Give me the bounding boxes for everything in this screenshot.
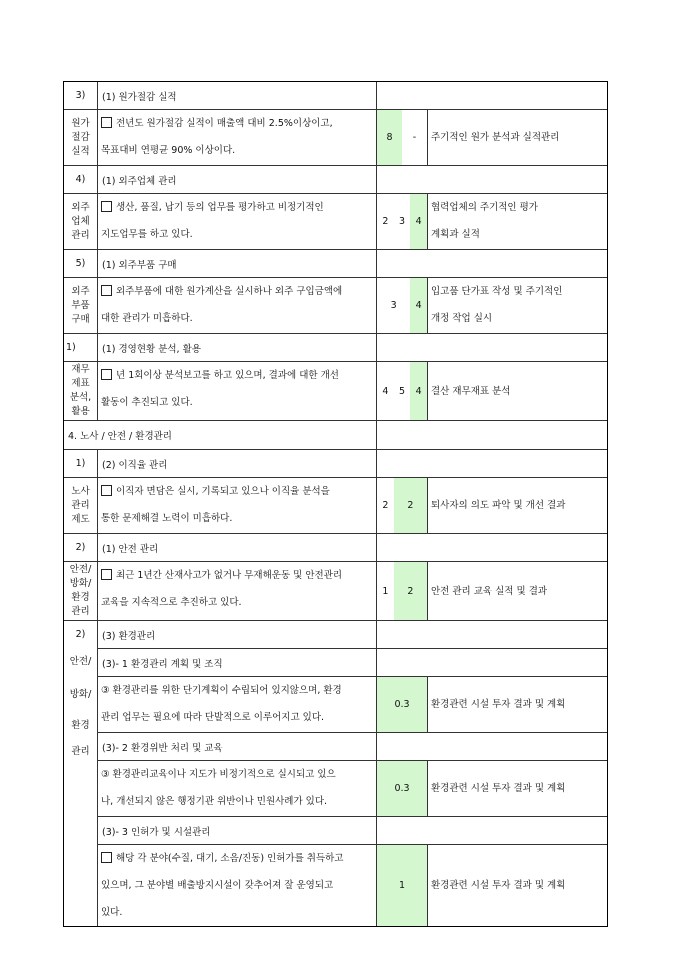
sub-item-title: (3)- 3 인허가 및 시설관리 bbox=[98, 817, 377, 844]
score-cells bbox=[377, 478, 428, 533]
section-header-row bbox=[64, 420, 607, 449]
evidence-note bbox=[428, 194, 583, 249]
category-text: 안전/ 방화/ 환경 관리 bbox=[69, 564, 92, 617]
item-number: 4) bbox=[64, 166, 98, 193]
environment-block bbox=[64, 620, 607, 926]
checkbox[interactable] bbox=[101, 285, 112, 296]
item-title: (2) 이직율 관리 bbox=[98, 450, 377, 477]
item-number: 2) bbox=[64, 534, 98, 561]
category-text: 방화/ bbox=[69, 689, 92, 700]
table-row bbox=[64, 361, 607, 420]
score-value: 4 bbox=[382, 385, 389, 397]
criteria-line: 생산, 품질, 납기 등의 업무를 평가하고 비정기적인 bbox=[116, 202, 324, 213]
criteria-description bbox=[98, 110, 377, 165]
criteria-line: 외주부품에 대한 원가계산을 실시하나 외주 구입금액에 bbox=[116, 286, 343, 297]
criteria-line: 이직자 면담은 실시, 기록되고 있으나 이직율 분석을 bbox=[116, 486, 330, 497]
score-value: 1 bbox=[382, 585, 389, 597]
category-text: 노사 관리 제도 bbox=[71, 485, 90, 525]
evidence-note: 환경관련 시설 투자 결과 및 계획 bbox=[431, 699, 566, 710]
score-value: 0.3 bbox=[377, 677, 427, 732]
category-text: 환경 bbox=[71, 720, 90, 731]
item-number: 3) bbox=[64, 82, 98, 109]
category-label bbox=[64, 621, 98, 926]
table-row bbox=[64, 477, 607, 533]
environment-items bbox=[98, 621, 607, 926]
category-text: 안전/ bbox=[69, 656, 92, 667]
category-text: 재무 제표 분석, 활용 bbox=[69, 364, 92, 417]
table-row bbox=[64, 449, 607, 477]
criteria-line: 전년도 원가절감 실적이 매출액 대비 2.5%이상이고, bbox=[116, 118, 333, 129]
score-cells bbox=[377, 278, 428, 333]
criteria-line: 있으며, 그 분야별 배출방지시설이 갖추어져 잘 운영되고 bbox=[101, 880, 334, 891]
criteria-line: 통한 문제해결 노력이 미흡하다. bbox=[101, 513, 233, 524]
score-value: 4 bbox=[410, 362, 427, 420]
score-cells bbox=[377, 761, 428, 816]
note-line: 협력업체의 주기적인 평가 bbox=[431, 202, 538, 213]
item-title: (3) 환경관리 bbox=[98, 621, 377, 648]
item-title: (1) 외주부품 구매 bbox=[98, 250, 377, 277]
table-row bbox=[98, 844, 607, 926]
score-cells bbox=[377, 562, 428, 620]
checkbox[interactable] bbox=[101, 485, 112, 496]
checkbox[interactable] bbox=[101, 117, 112, 128]
criteria-description bbox=[98, 761, 377, 816]
evidence-note: 주기적인 원가 분석과 실적관리 bbox=[431, 132, 560, 143]
category-label bbox=[64, 194, 98, 249]
score-value: 4 bbox=[410, 194, 427, 249]
score-value: 2 bbox=[382, 500, 389, 511]
criteria-line: 목표대비 연평균 90% 이상이다. bbox=[101, 145, 236, 156]
category-text: 외주 업체 관리 bbox=[71, 201, 90, 241]
table-row bbox=[64, 82, 607, 109]
checkbox[interactable] bbox=[101, 369, 112, 380]
criteria-line: 해당 각 분야(수질, 대기, 소음/진동) 인허가를 취득하고 bbox=[116, 853, 344, 864]
criteria-description bbox=[98, 562, 377, 620]
criteria-line: 최근 1년간 산재사고가 없거나 무재해운동 및 안전관리 bbox=[116, 570, 343, 581]
table-row bbox=[64, 109, 607, 165]
score-value: 2 bbox=[382, 216, 389, 227]
note-line: 개정 작업 실시 bbox=[431, 313, 493, 324]
category-text: 원가 절감 실적 bbox=[71, 117, 90, 157]
criteria-description bbox=[98, 478, 377, 533]
score-cells bbox=[377, 845, 428, 926]
category-label bbox=[64, 278, 98, 333]
checkbox[interactable] bbox=[101, 201, 112, 212]
score-value: 4 bbox=[410, 278, 427, 333]
score-cells bbox=[377, 194, 428, 249]
evidence-note: 환경관련 시설 투자 결과 및 계획 bbox=[431, 880, 566, 891]
criteria-line: 있다. bbox=[101, 907, 123, 918]
checkbox[interactable] bbox=[101, 852, 112, 863]
item-title: (1) 원가절감 실적 bbox=[98, 82, 377, 109]
table-row bbox=[64, 193, 607, 249]
evidence-note: 환경관련 시설 투자 결과 및 계획 bbox=[431, 783, 566, 794]
score-value: 3 bbox=[390, 300, 397, 311]
score-value: 8 bbox=[377, 110, 402, 165]
criteria-line: 관리 업무는 필요에 따라 단발적으로 이루어지고 있다. bbox=[101, 712, 325, 723]
score-cells bbox=[377, 677, 428, 732]
score-value: 1 bbox=[377, 845, 427, 926]
table-row bbox=[98, 760, 607, 816]
evidence-note: 퇴사자의 의도 파악 및 개선 결과 bbox=[431, 500, 566, 511]
item-number: 1) bbox=[64, 334, 98, 361]
sub-item-title: (3)- 2 환경위반 처리 및 교육 bbox=[98, 733, 377, 760]
criteria-line: 나, 개선되지 않은 행정기관 위반이나 민원사례가 있다. bbox=[101, 796, 328, 807]
criteria-description bbox=[98, 194, 377, 249]
note-line: 계획과 실적 bbox=[431, 229, 480, 240]
category-text: 외주 부품 구매 bbox=[71, 285, 90, 325]
table-row bbox=[64, 333, 607, 361]
item-number: 1) bbox=[64, 450, 98, 477]
table-row bbox=[64, 561, 607, 620]
item-number: 2) bbox=[75, 629, 86, 640]
score-value: 2 bbox=[394, 478, 427, 533]
category-label bbox=[64, 562, 98, 620]
item-title: (1) 외주업체 관리 bbox=[98, 166, 377, 193]
evidence-note bbox=[428, 278, 583, 333]
score-cells bbox=[377, 110, 428, 165]
table-row bbox=[64, 533, 607, 561]
section-title: 4. 노사 / 안전 / 환경관리 bbox=[64, 421, 377, 449]
table-row bbox=[98, 676, 607, 732]
criteria-line: 대한 관리가 미흡하다. bbox=[101, 313, 193, 324]
evidence-note: 안전 관리 교육 실적 및 결과 bbox=[431, 585, 548, 597]
item-title: (1) 경영현황 분석, 활용 bbox=[98, 334, 377, 361]
table-row bbox=[64, 277, 607, 333]
category-label bbox=[64, 110, 98, 165]
score-value: - bbox=[412, 132, 417, 143]
score-cells bbox=[377, 362, 428, 420]
criteria-line: 년 1회이상 분석보고를 하고 있으며, 결과에 대한 개선 bbox=[116, 370, 339, 381]
item-title: (1) 안전 관리 bbox=[98, 534, 377, 561]
checkbox[interactable] bbox=[101, 569, 112, 580]
criteria-description bbox=[98, 362, 377, 420]
criteria-line: ③ 환경관리를 위한 단기계획이 수립되어 있지않으며, 환경 bbox=[101, 685, 342, 696]
evaluation-table bbox=[63, 81, 608, 927]
table-row bbox=[64, 249, 607, 277]
criteria-line: ③ 환경관리교육이나 지도가 비정기적으로 실시되고 있으 bbox=[101, 769, 336, 780]
category-text: 관리 bbox=[71, 746, 90, 757]
score-value: 2 bbox=[394, 562, 427, 620]
score-value: 5 bbox=[398, 385, 406, 397]
criteria-description bbox=[98, 677, 377, 732]
criteria-description bbox=[98, 845, 377, 926]
note-line: 입고품 단가표 작성 및 주기적인 bbox=[431, 286, 563, 297]
sub-item-title: (3)- 1 환경관리 계획 및 조직 bbox=[98, 649, 377, 676]
criteria-description bbox=[98, 278, 377, 333]
table-row bbox=[64, 165, 607, 193]
score-value: 3 bbox=[398, 216, 406, 227]
score-value: 0.3 bbox=[377, 761, 427, 816]
criteria-line: 지도업무를 하고 있다. bbox=[101, 229, 193, 240]
evidence-note: 결산 재무재표 분석 bbox=[431, 385, 511, 397]
category-label bbox=[64, 362, 98, 420]
criteria-line: 활동이 추진되고 있다. bbox=[101, 397, 193, 408]
item-number: 5) bbox=[64, 250, 98, 277]
category-label bbox=[64, 478, 98, 533]
criteria-line: 교육을 지속적으로 추진하고 있다. bbox=[101, 597, 242, 608]
